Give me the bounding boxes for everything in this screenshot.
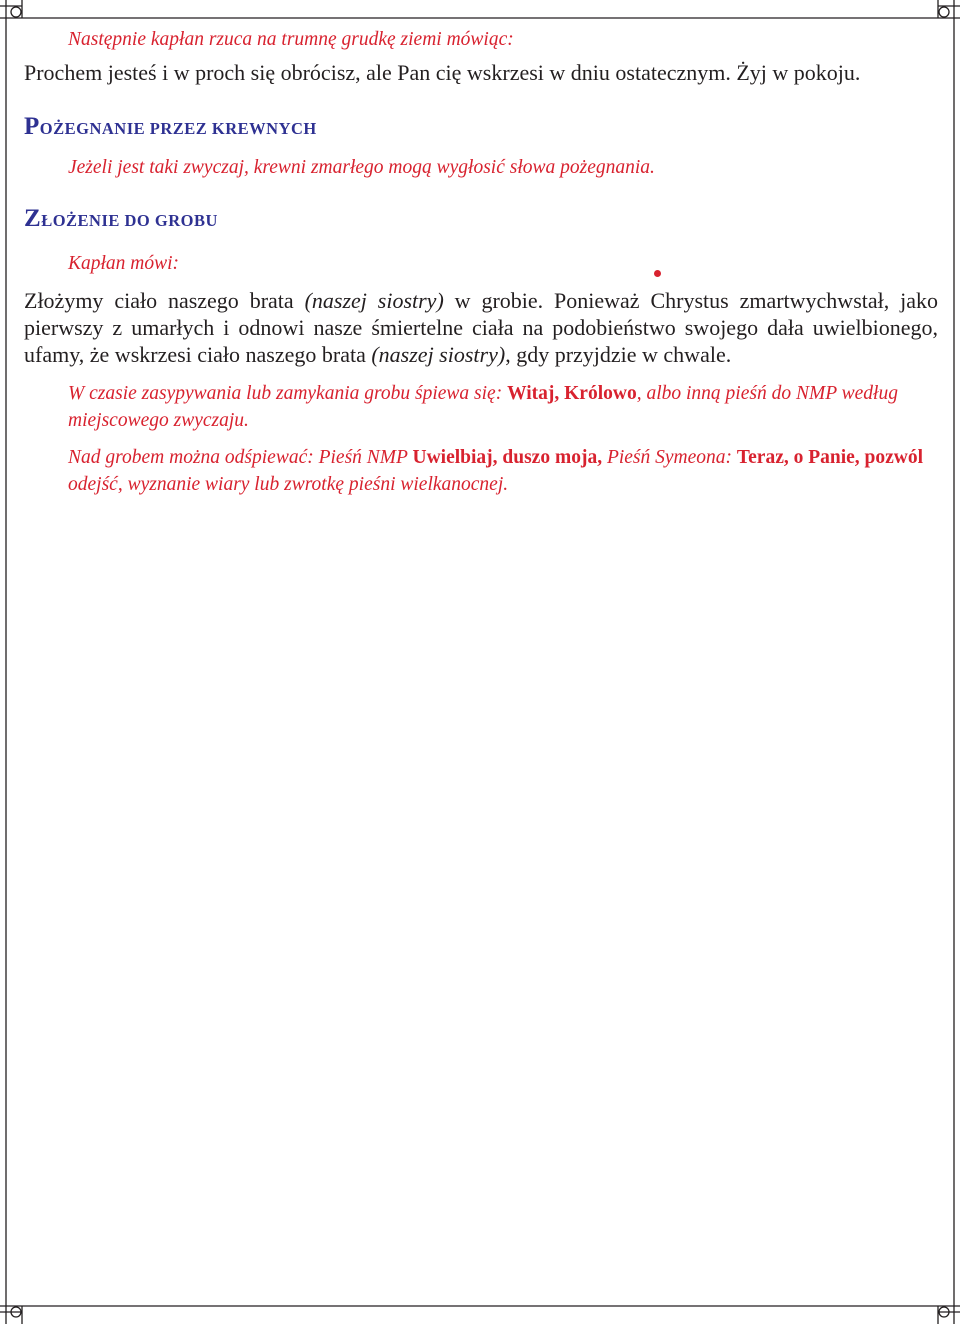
bullet-dot [654, 270, 661, 277]
rubric-nad-grobem: Nad grobem można odśpiewać: Pieśń NMP Uwielbiaj, duszo moja, Pieśń Symeona: Teraz, o Panie, pozwól odejść, wyznanie wiary lub zwrotkę pieśni wielkanocnej. [68, 447, 924, 495]
heading-pozegnanie: POŻEGNANIE PRZEZ KREWNYCH [24, 113, 317, 140]
rubric-kaplan-mowi: Kapłan mówi: [68, 253, 180, 274]
prayer-zlozymy: Złożymy ciało naszego brata (naszej siostry) w grobie. Ponieważ Chrystus zmartwychwstał, jako pierwszy z umarłych i odnowi nasze śmiertelne ciała na podobieństwo swojego dała uwielbionego, ufamy, że wskrzesi ciało naszego brata (naszej siostry), gdy przyjdzie w chwale. [24, 288, 939, 367]
heading-zlozenie: ZŁOŻENIE DO GROBU [24, 205, 218, 232]
rubric-grudka: Następnie kapłan rzuca na trumnę grudkę ziemi mówiąc: [68, 29, 514, 50]
rubric-krewni: Jeżeli jest taki zwyczaj, krewni zmarłego mogą wygłosić słowa pożegnania. [68, 157, 655, 178]
page-content [24, 0, 938, 498]
prayer-proch: Prochem jesteś i w proch się obrócisz, ale Pan cię wskrzesi w dniu ostatecznym. Żyj w pokoju. [24, 60, 861, 85]
rubric-zasypywanie: W czasie zasypywania lub zamykania grobu śpiewa się: Witaj, Królowo, albo inną pieśń do NMP według miejscowego zwyczaju. [68, 383, 898, 431]
